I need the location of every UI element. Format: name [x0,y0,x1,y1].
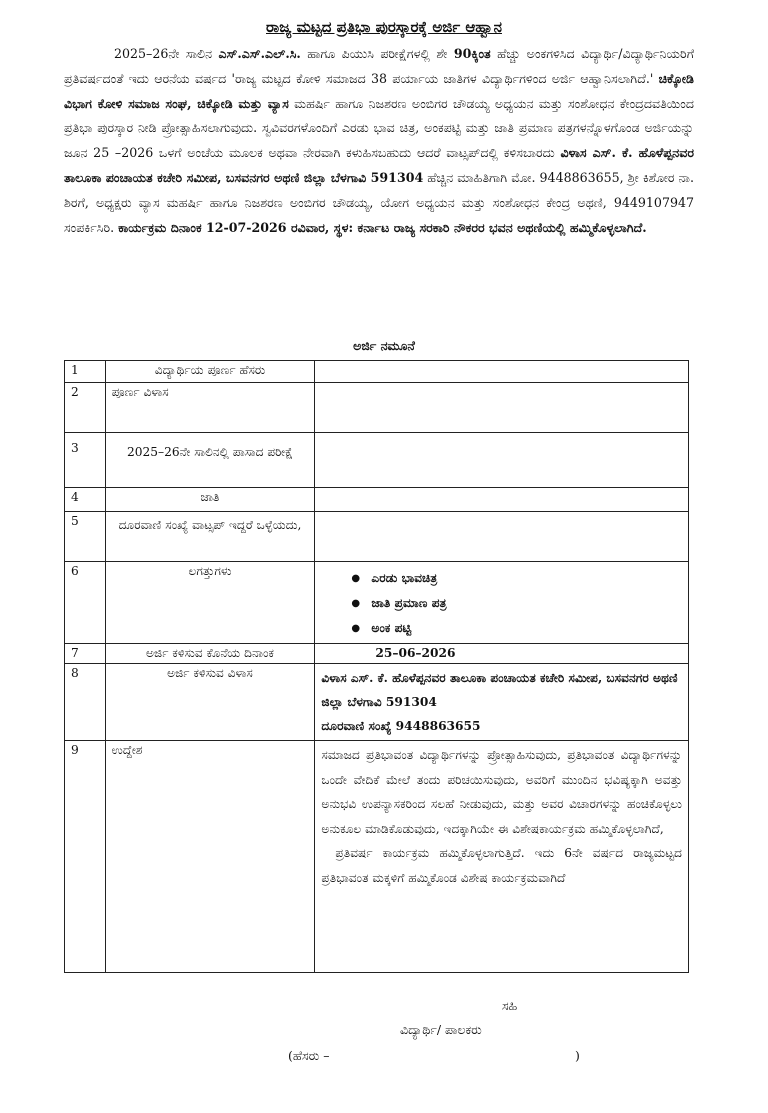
field-label-caste: ಜಾತಿ [105,488,315,512]
signature-role: ವಿದ್ಯಾರ್ಥಿ/ ಪಾಲಕರು [400,1022,482,1037]
row-number: 7 [65,644,106,664]
field-label-last-date: ಅರ್ಜಿ ಕಳಿಸುವ ಕೊನೆಯ ದಿನಾಂಕ [105,644,315,664]
field-value-exam-passed[interactable] [315,433,689,488]
para-address: ವಿಳಾಸ ಎಸ್. ಕೆ. ಹೊಳೆಪ್ಪನವರ ತಾಲೂಕಾ ಪಂಚಾಯತ ಕಚೇರಿ ಸಮೀಪ, ಬಸವನಗರ ಅಥಣಿ ಜಿಲ್ಲಾ ಬೆಳಗಾವಿ 591304 [64,145,694,185]
row-number: 1 [65,361,106,383]
field-value-last-date: 25–06–2026 [315,644,689,664]
attachments-list [351,566,682,641]
application-form-table [64,360,689,973]
para-part-6: ಚಿಕ್ಕೋಡಿ ವಿಭಾಗ ಕೋಳಿ ಸಮಾಜ ಸಂಘ, ಚಿಕ್ಕೋಡಿ ಮತ್ತು ವ್ಯಾಸ [64,70,694,111]
signature-name-label: (ಹೆಸರು – [288,1048,330,1063]
field-value-phone[interactable] [315,512,689,562]
form-row [65,361,689,383]
form-row [65,488,689,512]
row-number: 2 [65,383,106,433]
para-part-9: ಹೆಚ್ಚಿನ ಮಾಹಿತಿಗಾಗಿ ಮೋ. 9448863655, ಶ್ರೀ ಕಿಶೋರ ನಾ. ಶಿರಗೆ, ಅಧ್ಯಕ್ಷರು ವ್ಯಾಸ ಮಹರ್ಷಿ ಹಾಗೂ ನಿಜಶರಣ ಅಂಬಿಗರ ಚೌಡಯ್ಯ, ಯೋಗ ಅಧ್ಯಯನ ಮತ್ತು ಸಂಶೋಧನ ಕೇಂದ್ರ ಅಥಣಿ, 9449107947 ಸಂಪರ್ಕಿಸಿರಿ. [64,169,694,235]
field-label-full-name: ವಿದ್ಯಾರ್ಥಿಯ ಪೂರ್ಣ ಹೆಸರು [105,361,315,383]
field-value-full-name[interactable] [315,361,689,383]
form-title: ಅರ್ಜಿ ನಮೂನೆ [353,338,415,353]
row-number: 3 [65,433,106,488]
list-item: ● ಅಂಕ ಪಟ್ಟಿ [351,616,682,641]
para-part-5: ಹೆಚ್ಚು ಅಂಕಗಳಿಸಿದ ವಿದ್ಯಾರ್ಥಿ/ವಿದ್ಯಾರ್ಥಿನಿಯರಿಗೆ ಪ್ರತಿವರ್ಷದಂತೆ ಇದು ಆರನೆಯ ವರ್ಷದ 'ರಾಜ್ಯ ಮಟ್ಟದ ಕೋಳಿ ಸಮಾಜದ 38 ಪರ್ಯಾಯ ಜಾತಿಗಳ ವಿದ್ಯಾರ್ಥಿಗಳಿಂದ ಅರ್ಜಿ ಆಹ್ವಾನಿಸಲಾಗಿದೆ.' [64,46,695,86]
form-row [65,383,689,433]
send-address-text: ವಿಳಾಸ ಎಸ್. ಕೆ. ಹೊಳೆಪ್ಪನವರ ತಾಲೂಕಾ ಪಂಚಾಯತ ಕಚೇರಿ ಸಮೀಪ, ಬಸವನಗರ ಅಥಣಿ ಜಿಲ್ಲಾ ಬೆಳಗಾವಿ 591304 [321,671,678,709]
form-row [65,562,689,644]
field-label-exam-passed: 2025–26ನೇ ಸಾಲಿನಲ್ಲಿ ಪಾಸಾದ ಪರೀಕ್ಷೆ [105,433,315,488]
send-address-phone: ದೂರವಾಣಿ ಸಂಖ್ಯೆ 9448863655 [321,719,481,733]
list-item: ● ಜಾತಿ ಪ್ರಮಾಣ ಪತ್ರ [351,591,682,616]
row-number: 8 [65,664,106,741]
field-value-purpose [315,741,689,973]
para-part-2: ಎಸ್.ಎಸ್.ಎಲ್.ಸಿ. [218,46,301,61]
field-label-purpose: ಉದ್ದೇಶ [105,741,315,973]
field-label-send-address: ಅರ್ಜಿ ಕಳಿಸುವ ವಿಳಾಸ [105,664,315,741]
form-row [65,664,689,741]
announcement-paragraph [64,42,694,240]
signature-label: ಸಹಿ [502,998,518,1013]
para-part-1: 2025–26ನೇ ಸಾಲಿನ [114,46,219,61]
row-number: 5 [65,512,106,562]
field-value-caste[interactable] [315,488,689,512]
purpose-text-2: ಪ್ರತಿವರ್ಷ ಕಾರ್ಯಕ್ರಮ ಹಮ್ಮಿಕೊಳ್ಳಲಾಗುತ್ತಿದೆ. ಇದು 6ನೇ ವರ್ಷದ ರಾಜ್ಯಮಟ್ಟದ ಪ್ರತಿಭಾವಂತ ಮಕ್ಕಳಿಗೆ ಹಮ್ಮಿಕೊಂಡ ವಿಶೇಷ ಕಾರ್ಯಕ್ರಮವಾಗಿದೆ [321,846,682,885]
page-title: ರಾಜ್ಯ ಮಟ್ಟದ ಪ್ರತಿಭಾ ಪುರಸ್ಕಾರಕ್ಕೆ ಅರ್ಜಿ ಆಹ್ವಾನ [266,18,502,36]
field-value-attachments [315,562,689,644]
signature-name-close: ) [575,1048,580,1063]
field-value-send-address [315,664,689,741]
para-part-4: 90ಕ್ಕಿಂತ [453,46,491,61]
form-row [65,433,689,488]
list-item: ● ಎರಡು ಭಾವಚಿತ್ರ [351,566,682,591]
form-row [65,741,689,973]
para-part-7: ಮಹರ್ಷಿ ಹಾಗೂ ನಿಜಶರಣ ಅಂಬಿಗರ ಚೌಡಯ್ಯ ಅಧ್ಯಯನ ಮತ್ತು ಸಂಶೋಧನ ಕೇಂದ್ರದವತಿಯಿಂದ ಪ್ರತಿಭಾ ಪುರಸ್ಕಾರ ನೀಡಿ ಪ್ರೋತ್ಸಾಹಿಸಲಾಗುವುದು. ಸ್ವವಿವರಗಳೊಂದಿಗೆ ಎರಡು ಭಾವ ಚಿತ್ರ, ಅಂಕಪಟ್ಟಿ ಮತ್ತು ಜಾತಿ ಪ್ರಮಾಣ ಪತ್ರಗಳನ್ನೊಳಗೊಂಡ ಅರ್ಜಿಯನ್ನು ಜೂನ 25 –2026 ಒಳಗೆ ಅಂಚೆಯ ಮೂಲಕ ಅಥವಾ ನೇರವಾಗಿ ಕಳುಹಿಸಬಹುದು ಆದರೆ ವಾಟ್ಸಪ್‌ದಲ್ಲಿ ಕಳಿಸಬಾರದು [64,95,694,161]
form-row [65,512,689,562]
field-value-address[interactable] [315,383,689,433]
row-number: 9 [65,741,106,973]
row-number: 4 [65,488,106,512]
field-label-address: ಪೂರ್ಣ ವಿಳಾಸ [105,383,315,433]
para-part-3: ಹಾಗೂ ಪಿಯುಸಿ ಪರೀಕ್ಷೆಗಳಲ್ಲಿ ಶೇ [300,46,454,61]
field-label-attachments: ಲಗತ್ತುಗಳು [105,562,315,644]
para-event-details: ಕಾರ್ಯಕ್ರಮ ದಿನಾಂಕ 12-07-2026 ರವಿವಾರ, ಸ್ಥಳ: ಕರ್ನಾಟ ರಾಜ್ಯ ಸರಕಾರಿ ನೌಕರರ ಭವನ ಅಥಣಿಯಲ್ಲಿ ಹಮ್ಮಿಕೊಳ್ಳಲಾಗಿದೆ. [118,219,647,235]
row-number: 6 [65,562,106,644]
purpose-text: ಸಮಾಜದ ಪ್ರತಿಭಾವಂತ ವಿದ್ಯಾರ್ಥಿಗಳನ್ನು ಪ್ರೋತ್ಸಾಹಿಸುವುದು, ಪ್ರತಿಭಾವಂತ ವಿದ್ಯಾರ್ಥಿಗಳನ್ನು ಒಂದೇ ವೇದಿಕೆ ಮೇಲೆ ತಂದು ಪರಿಚಯಿಸುವುದು, ಅವರಿಗೆ ಮುಂದಿನ ಭವಿಷ್ಯಕ್ಕಾಗಿ ಅವತ್ತು ಅನುಭವಿ ಉಪನ್ಯಾಸಕರಿಂದ ಸಲಹೆ ನೀಡುವುದು, ಮತ್ತು ಅವರ ವಿಚಾರಗಳನ್ನು ಹಂಚಿಕೊಳ್ಳಲು ಅನುಕೂಲ ಮಾಡಿಕೊಡುವುದು, ಇದಕ್ಕಾಗಿಯೇ ಈ ವಿಶೇಷಕಾರ್ಯಕ್ರಮ ಹಮ್ಮಿಕೊಳ್ಳಲಾಗಿದೆ, [321,748,682,836]
form-row [65,644,689,664]
field-label-phone: ದೂರವಾಣಿ ಸಂಖ್ಯೆ ವಾಟ್ಸಪ್ ಇದ್ದರೆ ಒಳ್ಳೆಯದು, [105,512,315,562]
